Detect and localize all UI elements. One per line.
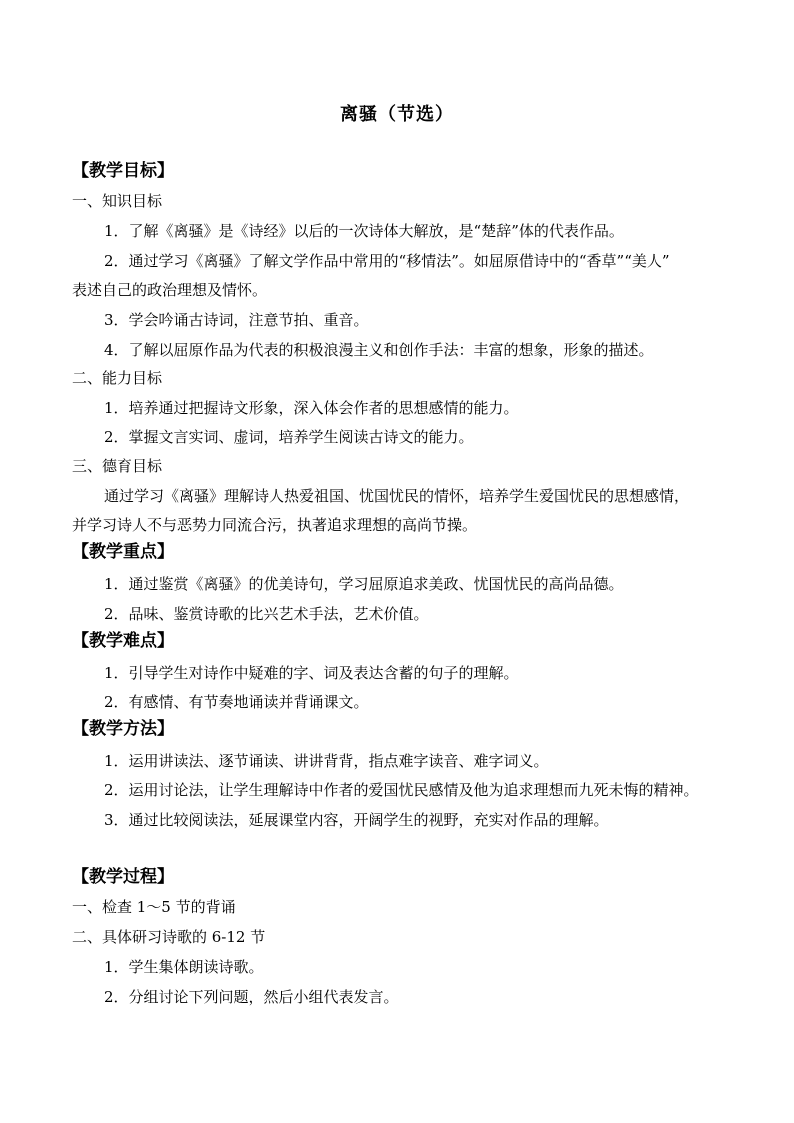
section-heading-process: 【教学过程】 bbox=[72, 867, 174, 887]
subsection-knowledge: 一、知识目标 bbox=[72, 192, 163, 210]
moral-line-2: 并学习诗人不与恶势力同流合污，执著追求理想的高尚节操。 bbox=[72, 516, 478, 534]
subsection-moral: 三、德育目标 bbox=[72, 457, 163, 475]
method-item-2: 2．运用讨论法，让学生理解诗中作者的爱国忧民感情及他为追求理想而九死未悔的精神。 bbox=[104, 781, 699, 799]
knowledge-item-2-cont: 表述自己的政治理想及情怀。 bbox=[72, 281, 268, 299]
subsection-ability: 二、能力目标 bbox=[72, 369, 163, 387]
knowledge-item-3: 3．学会吟诵古诗词，注意节拍、重音。 bbox=[104, 311, 369, 329]
moral-line-1: 通过学习《离骚》理解诗人热爱祖国、忧国忧民的情怀，培养学生爱国忧民的思想感情， bbox=[104, 487, 690, 505]
process-item-1: 1．学生集体朗读诗歌。 bbox=[104, 958, 264, 976]
section-heading-goals: 【教学目标】 bbox=[72, 161, 174, 181]
section-heading-focus: 【教学重点】 bbox=[72, 542, 174, 562]
difficulty-item-1: 1．引导学生对诗作中疑难的字、词及表达含蓄的句子的理解。 bbox=[104, 664, 519, 682]
process-item-2: 2．分组讨论下列问题，然后小组代表发言。 bbox=[104, 988, 399, 1006]
focus-item-2: 2．品味、鉴赏诗歌的比兴艺术手法，艺术价值。 bbox=[104, 605, 429, 623]
knowledge-item-1: 1．了解《离骚》是《诗经》以后的一次诗体大解放，是“楚辞”体的代表作品。 bbox=[104, 222, 624, 240]
focus-item-1: 1．通过鉴赏《离骚》的优美诗句，学习屈原追求美政、忧国忧民的高尚品德。 bbox=[104, 575, 624, 593]
ability-item-2: 2．掌握文言实词、虚词，培养学生阅读古诗文的能力。 bbox=[104, 428, 474, 446]
knowledge-item-4: 4．了解以屈原作品为代表的积极浪漫主义和创作手法：丰富的想象，形象的描述。 bbox=[104, 341, 654, 359]
method-item-1: 1．运用讲读法、逐节诵读、讲讲背背，指点难字读音、难字词义。 bbox=[104, 752, 549, 770]
process-step-1: 一、检查 1～5 节的背诵 bbox=[72, 898, 236, 916]
section-heading-difficulty: 【教学难点】 bbox=[72, 631, 174, 651]
ability-item-1: 1．培养通过把握诗文形象，深入体会作者的思想感情的能力。 bbox=[104, 399, 519, 417]
process-step-2: 二、具体研习诗歌的 6-12 节 bbox=[72, 928, 266, 946]
method-item-3: 3．通过比较阅读法，延展课堂内容，开阔学生的视野，充实对作品的理解。 bbox=[104, 811, 609, 829]
difficulty-item-2: 2．有感情、有节奏地诵读并背诵课文。 bbox=[104, 693, 369, 711]
knowledge-item-2: 2．通过学习《离骚》了解文学作品中常用的“移情法”。如屈原借诗中的“香草”“美人” bbox=[104, 252, 670, 270]
section-heading-method: 【教学方法】 bbox=[72, 719, 174, 739]
page-title: 离骚（节选） bbox=[340, 104, 454, 125]
